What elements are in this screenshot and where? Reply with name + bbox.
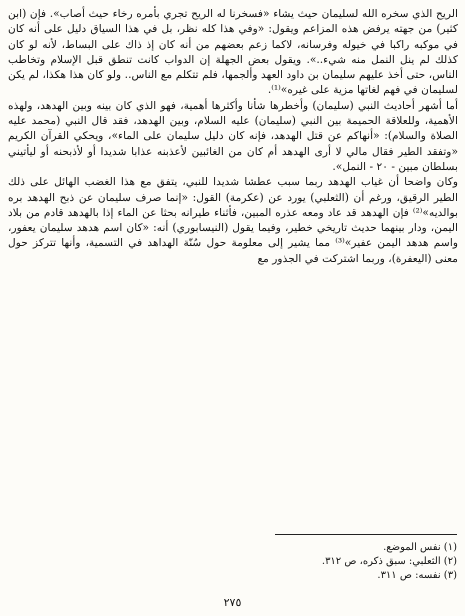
footnote-separator (275, 534, 457, 535)
page-number: ٢٧٥ (223, 596, 242, 609)
body-paragraph: أما أشهر أحاديث النبي (سليمان) وأخطرها شأنا وأكثرها أهمية، فهو الذي كان بينه وبين الهدهد، ولهذه الأهمية، وللعلاقة الحميمة بين النبي (سليمان) عليه السلام، وبين الهدهد، فقد قال النبي (محمد عليه الصلاة والسلام): «أنهاكم عن قتل الهدهد، فإنه كان دليل سليمان على الماء»، ويحكي القرآن الكريم «وتفقد الطير فقال مالي لا أرى الهدهد أم كان من الغائبين لأعذبنه عذابا شديدا أو لأذبحنه أو ليأتيني بسلطان مبين - ٢٠ - النمل». (8, 98, 458, 173)
body-paragraph: وكان واضحا أن غياب الهدهد ربما سبب عطشا شديدا للنبي، يتفق مع هذا الغضب الهائل على ذلك الطير الرقيق، ورغم أن (الثعلبي) يورد عن (عكرمة) القول: «إنما صرف سليمان عن ذبح الهدهد بره بوالديه»⁽²⁾ فإن الهدهد قد عاد ومعه عذره المبين، فأثناء طيرانه بحثا عن الماء إذا بالهدهد قادم من بلاد اليمن، ودار بينهما حديث تاريخي خطير، وفيما يقول (النيسابوري) أنه: «كان اسم هدهد سليمان يعفور، واسم هدهد اليمن عفير»⁽³⁾ مما يشير إلى معلومة حول سُنّة الهداهد في التسمية، وأنها تتركز حول معنى (اليعفرة)، وربما اشتركت في الجذور مع (8, 175, 459, 265)
footnotes (157, 541, 457, 583)
body-paragraph: الريح الذي سخره الله لسليمان حيث يشاء «فسخرنا له الريح تجري بأمره رخاء حيث أصاب». فإن (ابن كثير) من جهته يرفض هذه المزاعم ويقول: «وفي هذا كله نظر، بل في هذا السياق دليل على أنه كان في موكبه راكبا في خيوله وفرسانه، لاكما زعم بعضهم من أنه كان إذ ذاك على البساط، لأنه لو كان كذلك لم ينل النمل منه شيء..». ويقول بعض الجهلة إن الدواب كانت تنطق قبل الإسلام وتخاطب الناس، حتى أخذ عليهم سليمان بن داود العهد وألجمها، فلم تتكلم مع الناس.. ولو كان هذا هكذا، لم يكن لسليمان في فهم لغاتها مزية على غيره»⁽¹⁾. (8, 7, 458, 97)
footnote: (١) نفس الموضع. (383, 542, 457, 553)
footnote: (٣) نفسه: ص ٣١١. (377, 570, 457, 581)
body-text (8, 6, 458, 266)
footnote: (٢) الثعلبي: سبق ذكره، ص ٣١٢. (321, 556, 457, 567)
